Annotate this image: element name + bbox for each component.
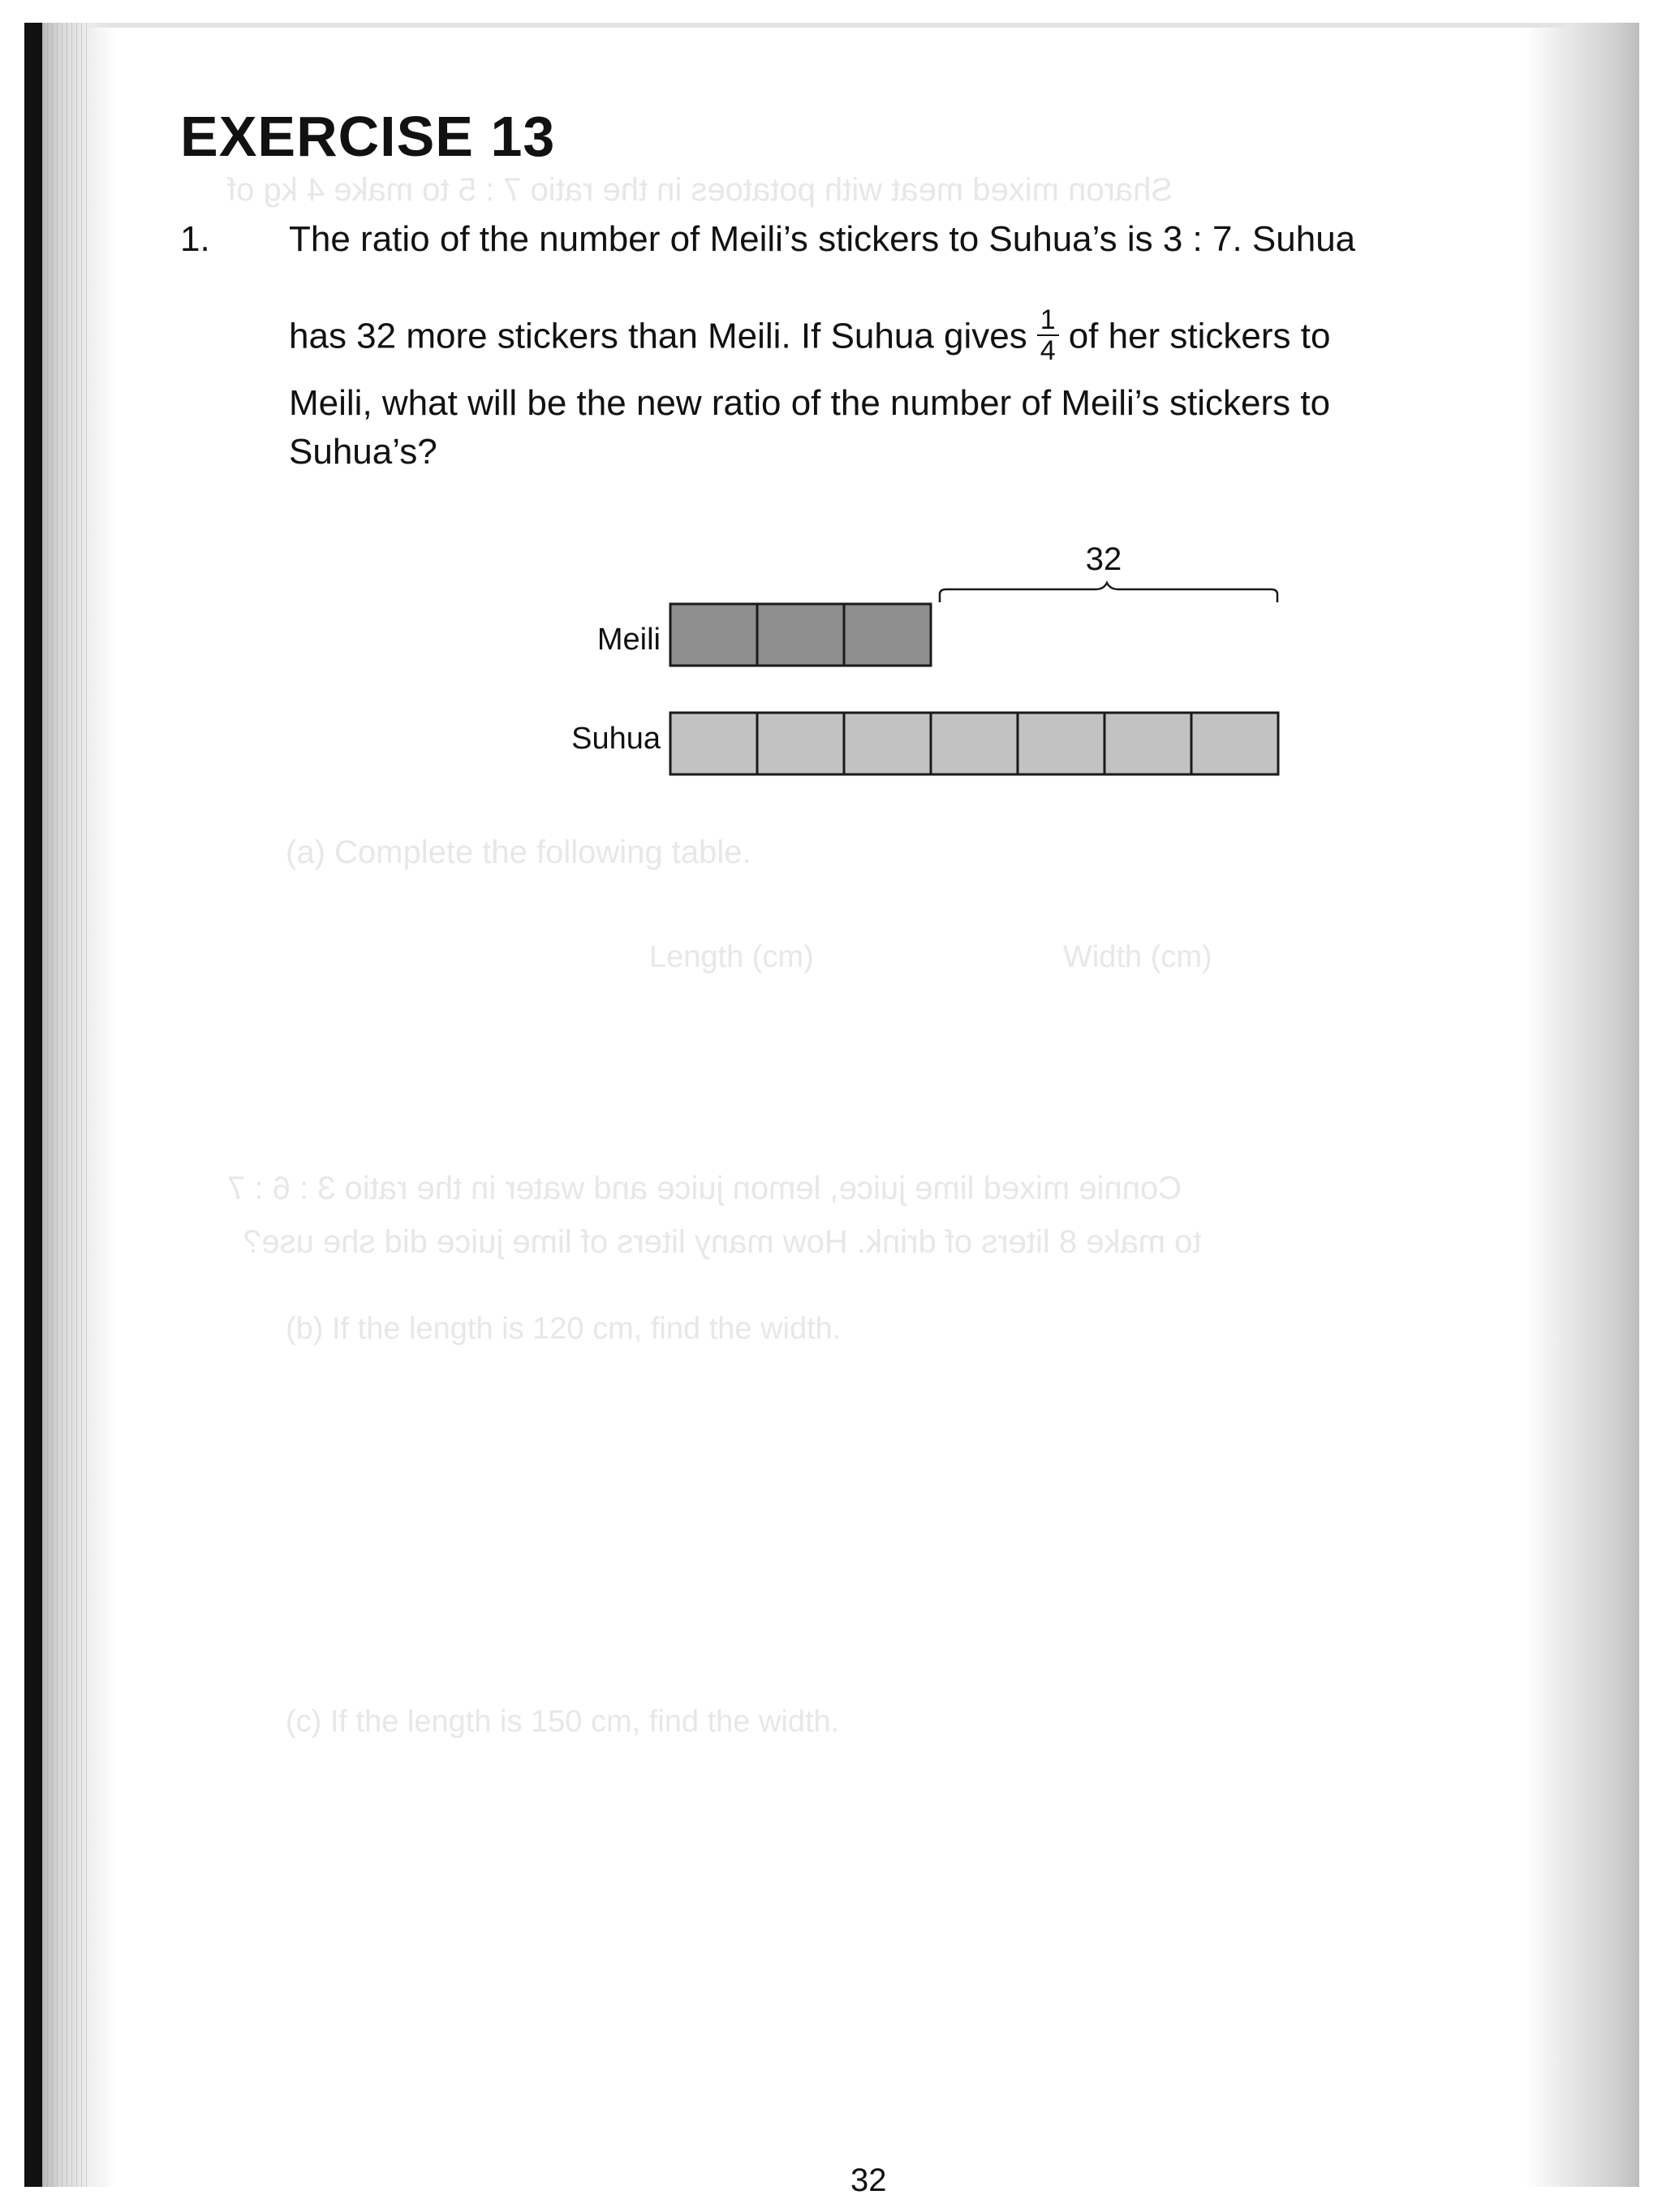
show-through-line: Connie mixed lime juice, lemon juice and water in the ratio 3 : 6 : 7 — [227, 1171, 1182, 1206]
suhua-unit-box — [1104, 713, 1191, 774]
suhua-unit-box — [1191, 713, 1278, 774]
show-through-line: Width (cm) — [1063, 940, 1212, 974]
page-right-shadow — [1526, 23, 1639, 2188]
page-bottom-margin — [24, 2187, 1639, 2212]
meili-label: Meili — [596, 623, 661, 657]
show-through-line: Sharon mixed meat with potatoes in the ratio 7 : 5 to make 4 kg of — [227, 172, 1173, 208]
meili-bar — [670, 604, 931, 666]
exercise-title: EXERCISE 13 — [180, 105, 556, 168]
difference-label: 32 — [1085, 541, 1122, 577]
question-text-segment: of her stickers to — [1068, 316, 1331, 356]
fraction — [1037, 305, 1059, 365]
meili-unit-box — [757, 604, 844, 666]
page-top-edge — [42, 23, 1639, 28]
question-text-line — [289, 304, 1331, 369]
question-text-line: The ratio of the number of Meili’s stickers to Suhua’s is 3 : 7. Suhua — [289, 219, 1356, 259]
meili-unit-box — [670, 604, 757, 666]
page-number: 32 — [850, 2162, 887, 2198]
page-binding-edge — [24, 23, 42, 2188]
fraction-numerator: 1 — [1037, 305, 1059, 336]
show-through-line: (c) If the length is 150 cm, find the width. — [286, 1705, 840, 1739]
difference-brace — [940, 583, 1277, 602]
question-number: 1. — [180, 219, 210, 259]
suhua-unit-box — [670, 713, 757, 774]
question-text-line: Meili, what will be the new ratio of the number of Meili’s stickers to — [289, 383, 1331, 423]
show-through-line: (a) Complete the following table. — [286, 834, 751, 870]
meili-unit-box — [844, 604, 931, 666]
question-text-line: Suhua’s? — [289, 432, 437, 472]
suhua-bar — [670, 713, 1278, 774]
suhua-unit-box — [757, 713, 844, 774]
suhua-unit-box — [931, 713, 1018, 774]
page-gutter-lines — [42, 23, 91, 2188]
show-through-line: (b) If the length is 120 cm, find the width. — [286, 1312, 842, 1346]
show-through-line: Length (cm) — [649, 940, 814, 974]
question-text-segment: has 32 more stickers than Meili. If Suhua gives — [289, 316, 1027, 356]
fraction-denominator: 4 — [1040, 335, 1056, 366]
show-through-line: to make 8 liters of drink. How many liters of lime juice did she use? — [243, 1224, 1202, 1260]
suhua-label: Suhua — [571, 722, 661, 756]
suhua-unit-box — [844, 713, 931, 774]
suhua-unit-box — [1018, 713, 1104, 774]
